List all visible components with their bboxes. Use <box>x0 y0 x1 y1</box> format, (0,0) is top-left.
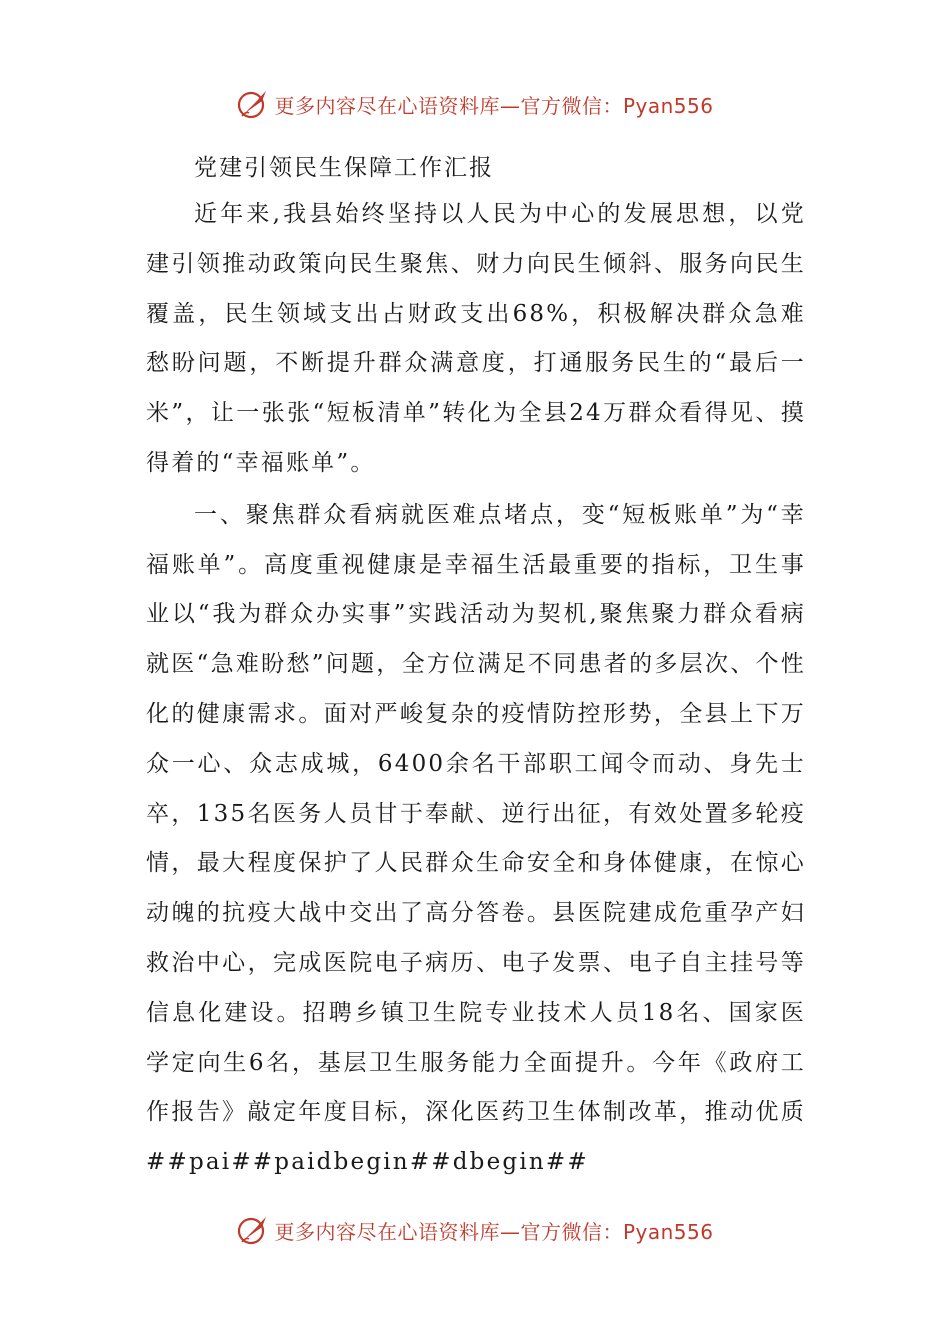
document-title: 党建引领民生保障工作汇报 <box>194 155 494 181</box>
quill-logo-icon <box>236 87 270 121</box>
watermark-text: 更多内容尽在心语资料库—官方微信：Pyan556 <box>274 1219 714 1244</box>
watermark-text: 更多内容尽在心语资料库—官方微信：Pyan556 <box>274 93 714 118</box>
paragraph-intro: 近年来,我县始终坚持以人民为中心的发展思想，以党建引领推动政策向民生聚焦、财力向民生倾斜、服务向民生覆盖，民生领域支出占财政支出68%，积极解决群众急难愁盼问题，不断提升群众满意度，打通服务民生的“最后一米”，让一张张“短板清单”转化为全县24万群众看得见、摸得着的“幸福账单”。 <box>146 201 806 476</box>
footer-watermark <box>0 1210 950 1250</box>
quill-logo-icon <box>236 1213 270 1247</box>
document-body <box>146 148 806 1188</box>
paragraph-section-1: 一、聚焦群众看病就医难点堵点，变“短板账单”为“幸福账单”。高度重视健康是幸福生活最重要的指标，卫生事业以“我为群众办实事”实践活动为契机,聚焦聚力群众看病就医“急难盼愁”问题，全方位满足不同患者的多层次、个性化的健康需求。面对严峻复杂的疫情防控形势，全县上下万众一心、众志成城，6400余名干部职工闻令而动、身先士卒，135名医务人员甘于奉献、逆行出征，有效处置多轮疫情，最大程度保护了人民群众生命安全和身体健康，在惊心动魄的抗疫大战中交出了高分答卷。县医院建成危重孕产妇救治中心，完成医院电子病历、电子发票、电子自主挂号等信息化建设。招聘乡镇卫生院专业技术人员18名、国家医学定向生6名，基层卫生服务能力全面提升。今年《政府工作报告》敲定年度目标，深化医药卫生体制改革，推动优质##pai##paidbegin##dbegin## <box>146 501 806 1176</box>
header-watermark <box>0 84 950 124</box>
